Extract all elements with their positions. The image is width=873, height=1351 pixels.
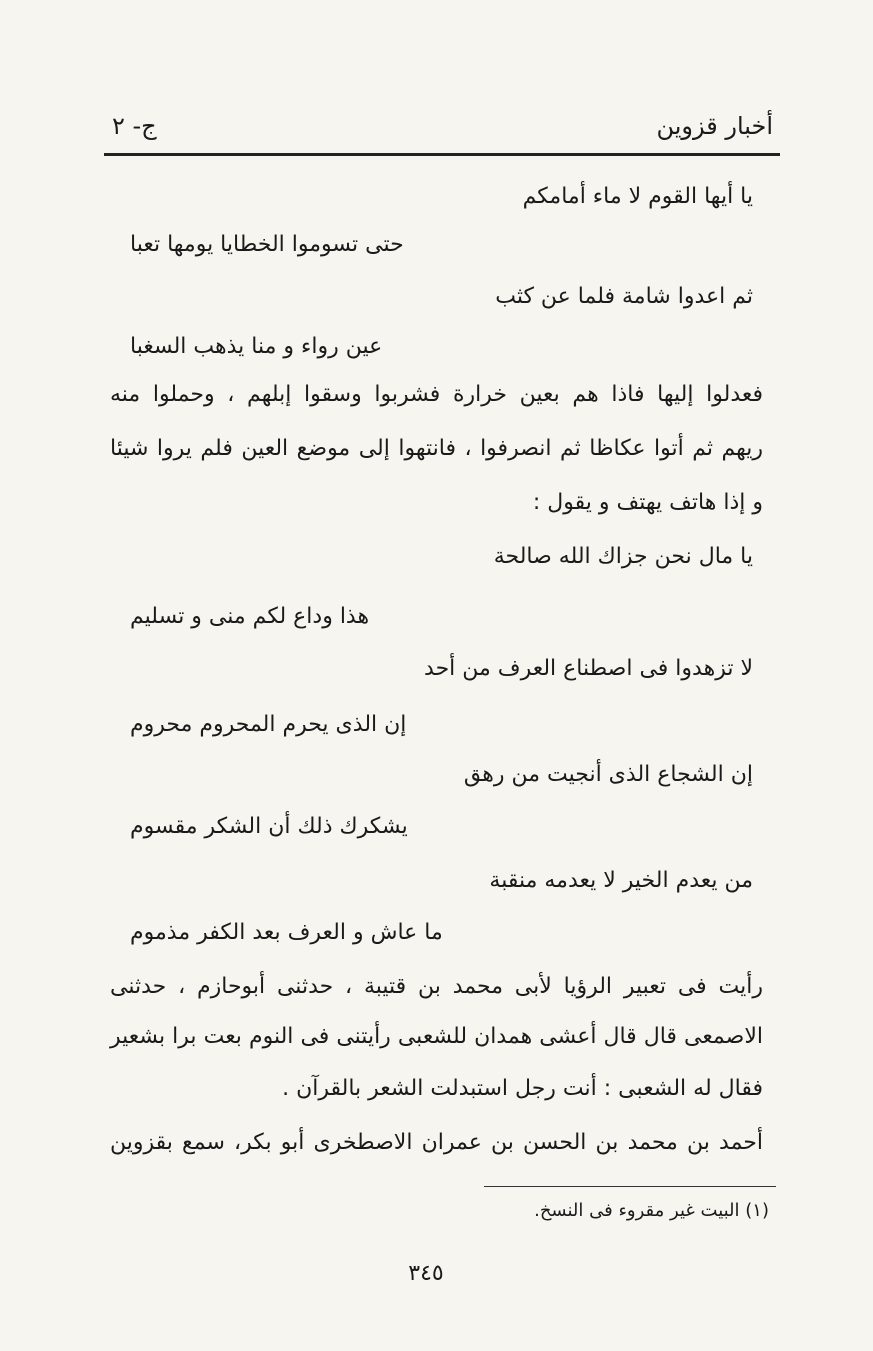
paragraph-line: فقال له الشعبى : أنت رجل استبدلت الشعر بالقرآن . [282, 1076, 763, 1101]
verse-line: يا أيها القوم لا ماء أمامكم [522, 184, 753, 209]
volume-label: ج- ٢ [112, 112, 157, 140]
paragraph-line: الاصمعى قال قال أعشى همدان للشعبى رأيتنى فى النوم بعت برا بشعير [110, 1024, 763, 1049]
verse-line: هذا وداع لكم منى و تسليم [130, 604, 370, 629]
page-number: ٣٤٥ [408, 1261, 444, 1286]
verse-line: لا تزهدوا فى اصطناع العرف من أحد [424, 656, 753, 681]
verse-line: ما عاش و العرف بعد الكفر مذموم [130, 920, 443, 945]
verse-line: ثم اعدوا شامة فلما عن كثب [495, 284, 753, 309]
paragraph-line: ريهم ثم أتوا عكاظا ثم انصرفوا ، فانتهوا إلى موضع العين فلم يروا شيئا [110, 436, 763, 461]
paragraph-line: فعدلوا إليها فاذا هم بعين خرارة فشربوا وسقوا إبلهم ، وحملوا منه [110, 382, 763, 407]
verse-line: عين رواء و منا يذهب السغبا [130, 334, 383, 359]
header-rule [104, 153, 780, 156]
verse-line: إن الذى يحرم المحروم محروم [130, 712, 407, 737]
verse-line: إن الشجاع الذى أنجيت من رهق [463, 762, 753, 787]
verse-line: يشكرك ذلك أن الشكر مقسوم [130, 814, 408, 839]
verse-line: يا مال نحن جزاك الله صالحة [493, 544, 753, 569]
footnote-rule [484, 1186, 776, 1187]
paragraph-line: أحمد بن محمد بن الحسن بن عمران الاصطخرى أبو بكر، سمع بقزوين [110, 1130, 763, 1155]
verse-line: من يعدم الخير لا يعدمه منقبة [489, 868, 753, 893]
running-title: أخبار قزوين [656, 112, 773, 140]
footnote: (١) البيت غير مقروء فى النسخ. [534, 1200, 769, 1221]
verse-line: حتى تسوموا الخطايا يومها تعبا [130, 232, 404, 257]
paragraph-line: و إذا هاتف يهتف و يقول : [532, 490, 763, 515]
paragraph-line: رأيت فى تعبير الرؤيا لأبى محمد بن قتيبة ، حدثنى أبوحازم ، حدثنى [110, 974, 763, 999]
